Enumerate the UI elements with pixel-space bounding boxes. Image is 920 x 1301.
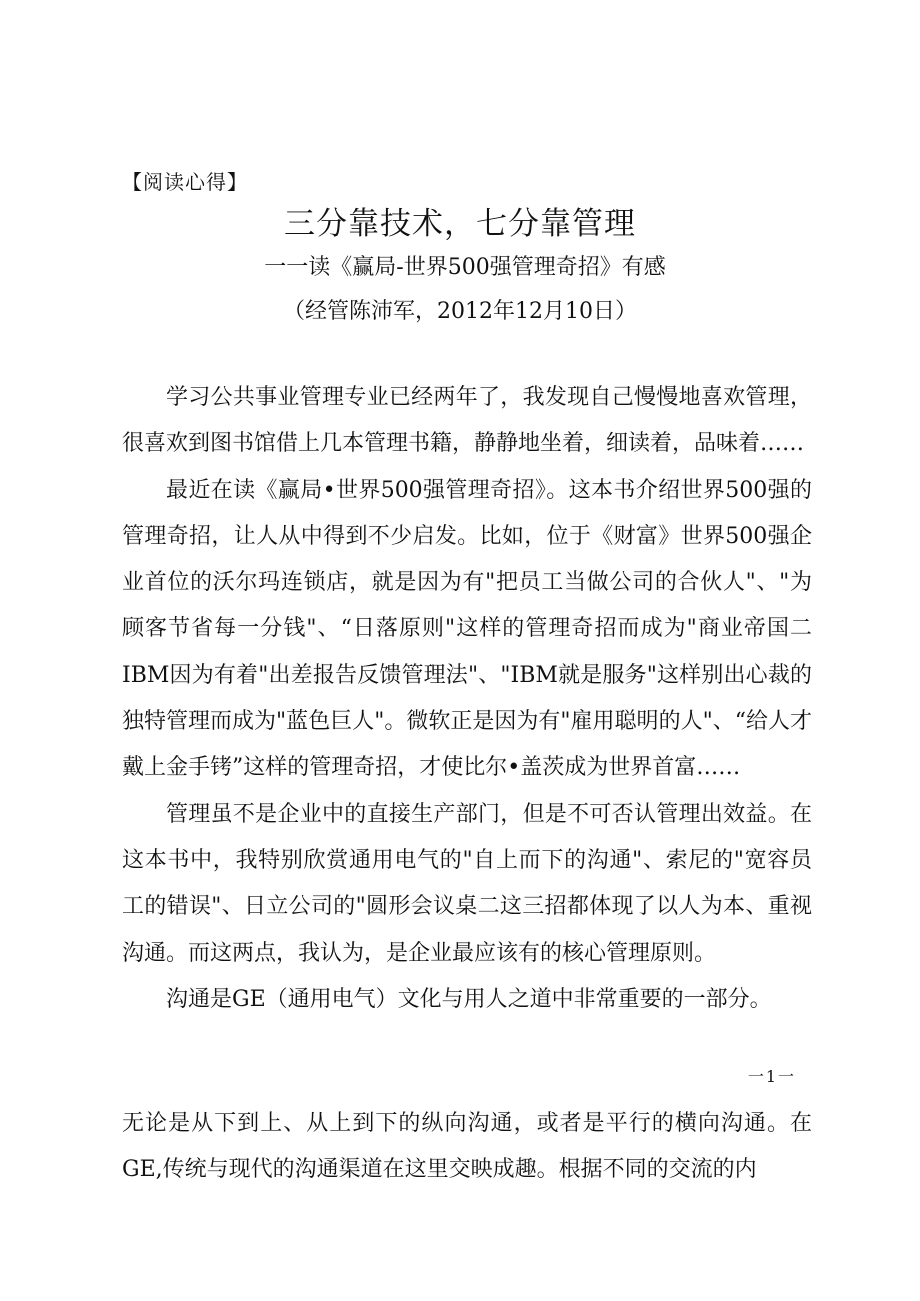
continuation-paragraph: 无论是从下到上、从上到下的纵向沟通，或者是平行的横向沟通。在GE,传统与现代的沟通渠道在这里交映成趣。根据不同的交流的内 xyxy=(122,1111,812,1183)
article-body xyxy=(122,375,812,1023)
body-paragraph: 学习公共事业管理专业已经两年了，我发现自己慢慢地喜欢管理，很喜欢到图书馆借上几本管理书籍，静静地坐着，细读着，品味着…… xyxy=(122,385,812,457)
article-title: 三分靠技术，七分靠管理 xyxy=(284,206,636,242)
section-tag: 【阅读心得】 xyxy=(122,170,248,194)
article-byline: （经管陈沛军，2012年12月10日） xyxy=(283,299,637,324)
page-number: 一1一 xyxy=(747,1067,796,1086)
next-page-text xyxy=(122,1101,812,1194)
body-paragraph: 管理虽不是企业中的直接生产部门，但是不可否认管理出效益。在这本书中，我特别欣赏通用电气的"自上而下的沟通"、索尼的"宽容员工的错误"、日立公司的"圆形会议桌二这三招都体现了以人为本、重视沟通。而这两点，我认为，是企业最应该有的核心管理原则。 xyxy=(122,801,812,966)
article-subtitle: 一一读《赢局-世界500强管理奇招》有感 xyxy=(264,255,666,280)
body-paragraph: 最近在读《赢局•世界500强管理奇招》。这本书介绍世界500强的管理奇招，让人从中得到不少启发。比如，位于《财富》世界500强企业首位的沃尔玛连锁店，就是因为有"把员工当做公司的合伙人"、"为顾客节省每一分钱"、“日落原则"这样的管理奇招而成为"商业帝国二IBM因为有着"出差报告反馈管理法"、"IBM就是服务"这样别出心裁的独特管理而成为"蓝色巨人"。微软正是因为有"雇用聪明的人"、“给人才戴上金手铐”这样的管理奇招，才使比尔•盖茨成为世界首富…… xyxy=(122,477,812,781)
body-paragraph: 沟通是GE（通用电气）文化与用人之道中非常重要的一部分。 xyxy=(166,986,772,1012)
